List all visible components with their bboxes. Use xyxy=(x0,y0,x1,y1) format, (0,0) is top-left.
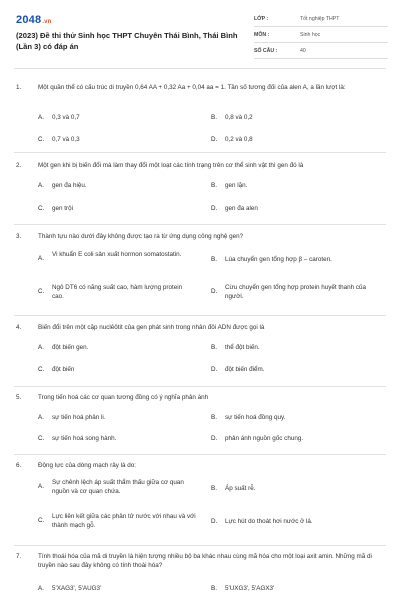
option-text: 5'UXG3', 5'AGX3' xyxy=(225,585,275,592)
option-text: gen lặn. xyxy=(225,182,248,189)
option-letter: A. xyxy=(38,585,44,592)
option-text: thể đột biến. xyxy=(225,344,260,351)
question-number: 3. xyxy=(16,233,22,240)
logo-main-text: 2048 xyxy=(16,14,42,26)
site-logo[interactable] xyxy=(16,14,52,26)
logo-suffix-text: .vn xyxy=(42,19,52,25)
divider xyxy=(14,315,386,316)
divider xyxy=(14,454,386,455)
question-number: 4. xyxy=(16,324,22,331)
option-text: Lực hút do thoát hơi nước ở lá. xyxy=(225,518,313,525)
question-7 xyxy=(16,553,384,597)
option-text: 0,2 và 0,8 xyxy=(225,136,253,143)
question-text: Thành tựu nào dưới đây không được tạo ra từ ứng dụng công nghệ gen? xyxy=(38,233,244,240)
option-text: 0,3 và 0,7 xyxy=(52,114,80,121)
meta-value: Sinh học xyxy=(300,32,321,38)
question-number: 6. xyxy=(16,462,22,469)
exam-meta xyxy=(254,14,388,62)
option-text: gen đa hiệu. xyxy=(52,182,87,189)
question-3 xyxy=(16,233,384,309)
divider xyxy=(14,68,386,69)
exam-title: (2023) Đề thi thử Sinh học THPT Chuyên Thái Bình, Thái Bình (Lần 3) có đáp án xyxy=(16,31,238,51)
option-text: 5'XAG3', 5'AUG3' xyxy=(52,585,102,592)
option-letter: D. xyxy=(211,205,218,212)
option-text: 0,7 và 0,3 xyxy=(52,136,80,143)
option-letter: C. xyxy=(38,435,45,442)
meta-label: LỚP : xyxy=(254,16,269,22)
option-text: Ngô DT6 có năng suất cao, hàm lượng protein cao. xyxy=(52,284,183,300)
option-letter: A. xyxy=(38,344,44,351)
option-letter: C. xyxy=(38,366,45,373)
option-letter: D. xyxy=(211,518,218,525)
question-text: Động lực của dòng mạch rây là do: xyxy=(38,462,137,469)
option-text: Áp suất rễ. xyxy=(225,485,256,492)
option-text: sự tiến hoá đồng quy. xyxy=(225,414,286,421)
option-letter: A. xyxy=(38,114,44,121)
meta-label: MÔN : xyxy=(254,32,270,38)
option-letter: B. xyxy=(211,114,217,121)
option-letter: B. xyxy=(211,414,217,421)
option-letter: A. xyxy=(38,255,44,262)
option-text: 0,8 và 0,2 xyxy=(225,114,253,121)
meta-value: Tốt nghiệp THPT xyxy=(300,16,340,22)
option-letter: A. xyxy=(38,483,44,490)
option-letter: C. xyxy=(38,205,45,212)
question-1 xyxy=(16,84,384,148)
question-4 xyxy=(16,324,384,380)
option-letter: C. xyxy=(38,517,45,524)
question-number: 1. xyxy=(16,84,22,91)
divider xyxy=(14,545,386,546)
option-letter: B. xyxy=(211,256,217,263)
option-text: sự tiến hoá phân li. xyxy=(52,414,106,421)
question-5 xyxy=(16,394,384,450)
question-text: Biến đổi trên một cặp nuclêôtit của gen phát sinh trong nhân đôi ADN được gọi là xyxy=(38,324,265,331)
option-text: sự tiến hoá song hành. xyxy=(52,435,117,442)
option-letter: A. xyxy=(38,182,44,189)
meta-row-class xyxy=(254,14,388,27)
meta-row-subject xyxy=(254,30,388,43)
option-letter: C. xyxy=(38,288,45,295)
option-text: đột biến xyxy=(52,366,75,373)
divider xyxy=(14,152,386,153)
meta-value: 40 xyxy=(300,48,306,54)
question-text: Tính thoái hóa của mã di truyền là hiện tượng nhiều bộ ba khác nhau cùng mã hóa cho một loại axit amin. Những mã di truyền nào sau đây không có tính thoái hóa? xyxy=(38,553,372,569)
option-letter: B. xyxy=(211,182,217,189)
option-letter: C. xyxy=(38,136,45,143)
option-letter: B. xyxy=(211,344,217,351)
divider xyxy=(14,386,386,387)
question-6 xyxy=(16,462,384,540)
question-number: 7. xyxy=(16,553,22,560)
option-text: đột biến gen. xyxy=(52,344,89,351)
question-2 xyxy=(16,162,384,218)
meta-label: SỐ CÂU : xyxy=(254,48,278,54)
option-text: Vi khuẩn E coli sản xuất hormon somatostatin. xyxy=(52,251,182,258)
question-text: Một quần thể có cấu trúc di truyền 0,64 AA + 0,32 Aa + 0,04 aa = 1. Tần số tương đối của alen A, a lần lượt là: xyxy=(38,84,346,91)
meta-row-question-count xyxy=(254,46,388,59)
question-number: 2. xyxy=(16,162,22,169)
question-number: 5. xyxy=(16,394,22,401)
exam-header xyxy=(16,14,386,62)
option-letter: D. xyxy=(211,288,218,295)
option-text: đột biến điểm. xyxy=(225,366,265,373)
option-text: Cừu chuyển gen tổng hợp protein huyết thanh của người. xyxy=(225,284,367,300)
option-text: Lúa chuyển gen tổng hợp β – caroten. xyxy=(225,256,332,263)
option-letter: D. xyxy=(211,366,218,373)
option-letter: D. xyxy=(211,435,218,442)
question-text: Một gen khi bị biến đổi mà làm thay đổi một loạt các tính trạng trên cơ thể sinh vật thì gen đó là xyxy=(38,162,304,169)
option-text: gen đa alen xyxy=(225,205,258,212)
option-text: Lực liên kết giữa các phân tử nước với nhau và với thành mạch gỗ. xyxy=(52,513,196,529)
option-letter: A. xyxy=(38,414,44,421)
option-text: Sự chênh lệch áp suất thẩm thấu giữa cơ quan nguồn và cơ quan chứa. xyxy=(52,479,184,495)
option-text: phản ánh nguồn gốc chung. xyxy=(225,435,304,442)
divider xyxy=(14,224,386,225)
option-letter: B. xyxy=(211,485,217,492)
option-letter: B. xyxy=(211,585,217,592)
option-letter: D. xyxy=(211,136,218,143)
option-text: gen trội xyxy=(52,205,74,212)
question-text: Trong tiến hoá các cơ quan tương đồng có ý nghĩa phản ánh xyxy=(38,394,209,401)
